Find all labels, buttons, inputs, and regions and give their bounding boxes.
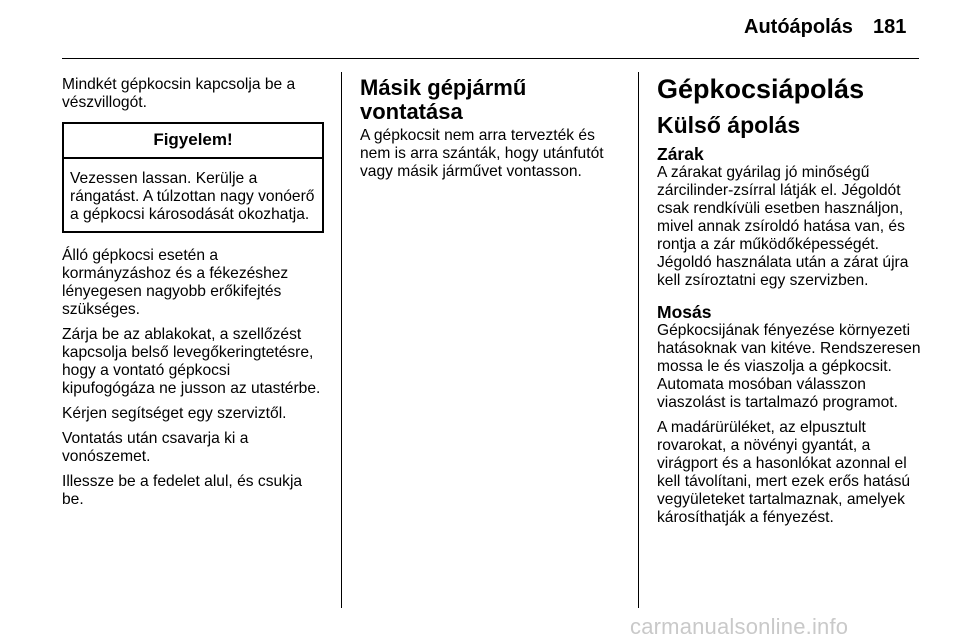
column-middle bbox=[360, 76, 622, 188]
header-rule bbox=[62, 58, 919, 59]
paragraph: Zárja be az ablakokat, a szellőzést kapcsolja belső levegőkeringtetésre, hogy a vontató gépkocsi kipufogógáza ne jusson az utastérbe. bbox=[62, 326, 321, 397]
intro-paragraph: Mindkét gépkocsin kapcsolja be a vészvillogót. bbox=[62, 76, 296, 111]
washing-paragraph: A madárürüléket, az elpusztult rovarokat, a növényi gyantát, a virágport és a hasonlókat azonnal el kell távolítani, mert ezek erős hatású vegyületeket tartalmaznak, amelyek károsíthatják a fényezést. bbox=[657, 419, 911, 526]
warning-body: Vezessen lassan. Kerülje a rángatást. A túlzottan nagy vonóerő a gépkocsi károsodását okozhatja. bbox=[70, 170, 315, 223]
column-divider-right bbox=[638, 72, 639, 608]
locks-heading: Zárak bbox=[657, 144, 704, 164]
paragraph: A gépkocsit nem arra tervezték és nem is arra szánták, hogy utánfutót vagy másik járművet vontasson. bbox=[360, 127, 604, 180]
locks-paragraph: A zárakat gyárilag jó minőségű zárcilinder-zsírral látják el. Jégoldót csak rendkívüli esetben használjon, mivel annak zsíroldó hatása van, és rontja a zár működőképességét. Jégoldó használata után a zárat újra kell zsíroztatni egy szervizben. bbox=[657, 164, 909, 289]
paragraph: Vontatás után csavarja ki a vonószemet. bbox=[62, 430, 249, 465]
section-heading: Másik gépjármű vontatása bbox=[360, 75, 527, 124]
warning-title: Figyelem! bbox=[64, 124, 322, 159]
subsection-heading: Külső ápolás bbox=[657, 112, 801, 138]
paragraph: Kérjen segítséget egy szerviztől. bbox=[62, 405, 287, 422]
chapter-heading: Gépkocsiápolás bbox=[657, 74, 865, 104]
washing-paragraph: Gépkocsijának fényezése környezeti hatásoknak van kitéve. Rendszeresen mossa le és viaszolja a gépkocsit. Automata mosóban válasszon viaszolást is tartalmazó programot. bbox=[657, 322, 921, 411]
paragraph: Illessze be a fedelet alul, és csukja be. bbox=[62, 473, 303, 508]
page-number: 181 bbox=[873, 16, 907, 38]
warning-box bbox=[62, 122, 324, 233]
watermark: carmanualsonline.info bbox=[630, 614, 849, 639]
header-title: Autóápolás bbox=[744, 16, 853, 38]
column-divider-left bbox=[341, 72, 342, 608]
washing-heading: Mosás bbox=[657, 302, 712, 322]
column-left bbox=[62, 76, 327, 516]
column-right bbox=[657, 76, 922, 534]
paragraph: Álló gépkocsi esetén a kormányzáshoz és a fékezéshez lényegesen nagyobb erőkifejtés szükséges. bbox=[62, 247, 289, 318]
